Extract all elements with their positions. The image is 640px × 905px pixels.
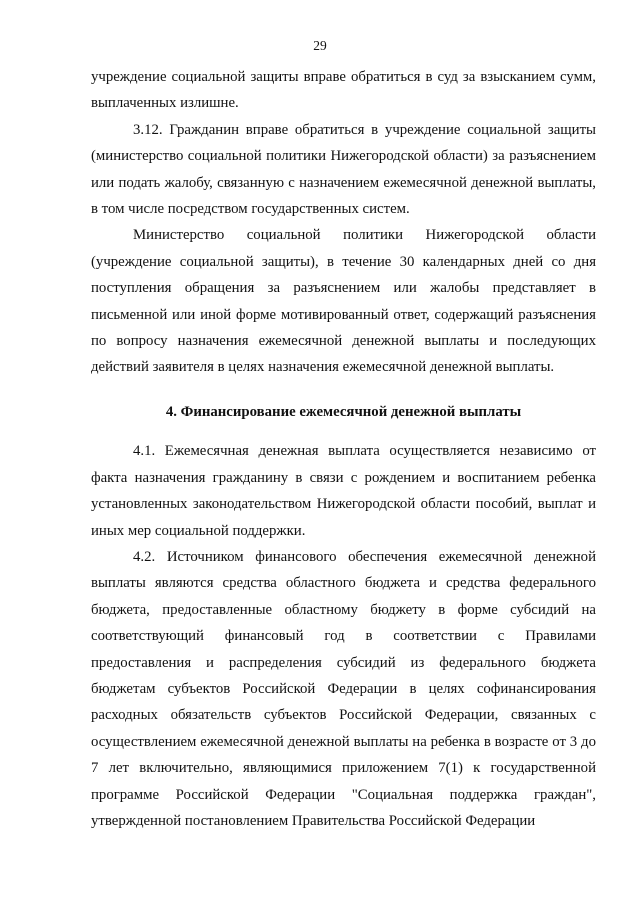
paragraph-4-1: 4.1. Ежемесячная денежная выплата осуществляется независимо от факта назначения гражданину в связи с рождением и воспитанием ребенка установленных законодательством Нижегородской области пособий, выплат и иных мер социальной поддержки.: [91, 443, 596, 539]
paragraph-3-12: 3.12. Гражданин вправе обратиться в учреждение социальной защиты (министерство социальной политики Нижегородской области) за разъяснением или подать жалобу, связанную с назначением ежемесячной денежной выплаты, в том числе посредством государственных систем.: [91, 121, 596, 218]
document-body: [91, 64, 596, 834]
paragraph-ministry-response: Министерство социальной политики Нижегородской области (учреждение социальной защиты), в течение 30 календарных дней со дня поступления обращения за разъяснением или жалобы представляет в письменной или иной форме мотивированный ответ, содержащий разъяснения по вопросу назначения ежемесячной денежной выплаты и последующих действий заявителя в целях назначения ежемесячной денежной выплаты.: [91, 227, 596, 376]
section-heading: 4. Финансирование ежемесячной денежной выплаты: [165, 403, 522, 420]
paragraph-4-2: 4.2. Источником финансового обеспечения ежемесячной денежной выплаты являются средства областного бюджета и средства федерального бюджета, предоставленные областному бюджету в форме субсидий на соответствующий финансовый год в соответствии с Правилами предоставления и распределения субсидий из федерального бюджета бюджетам субъектов Российской Федерации в целях софинансирования расходных обязательств субъектов Российской Федерации, связанных с осуществлением ежемесячной денежной выплаты на ребенка в возрасте от 3 до 7 лет включительно, являющимися приложением 7(1) к государственной программе Российской Федерации "Социальная поддержка граждан", утвержденной постановлением Правительства Российской Федерации: [91, 548, 596, 829]
page-number: 29: [313, 38, 327, 53]
paragraph-continuation: учреждение социальной защиты вправе обратиться в суд за взысканием сумм, выплаченных излишне.: [91, 69, 596, 112]
